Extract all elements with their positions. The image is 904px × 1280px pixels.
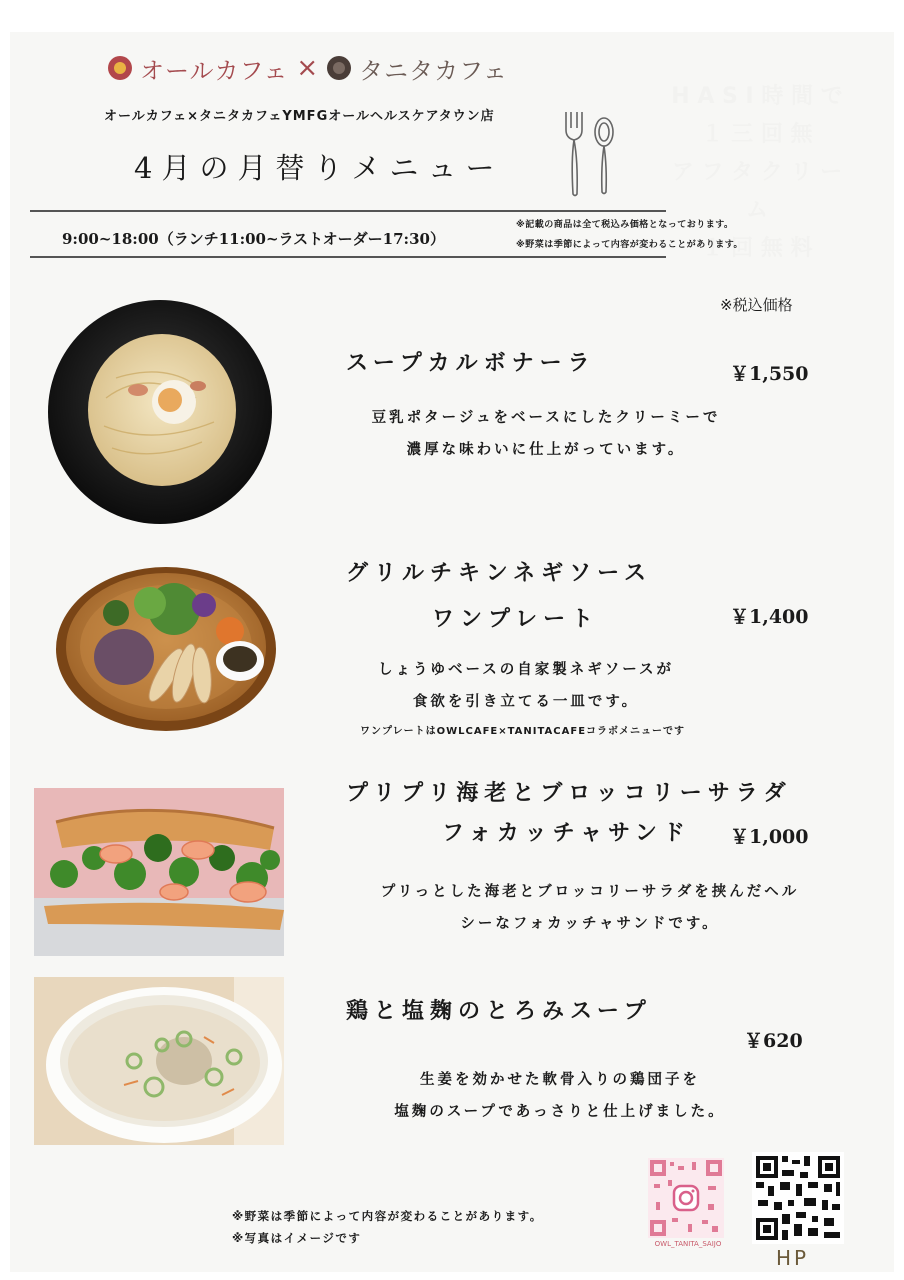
- brand-logo: [108, 53, 508, 85]
- carbonara-photo: [46, 298, 274, 526]
- focaccia-sandwich-photo: [34, 788, 284, 956]
- instagram-caption: OWL_TANITA_SAIJO: [654, 1240, 722, 1248]
- item-2-description: しょうゆベースの自家製ネギソースが 食欲を引き立てる一皿です。: [377, 662, 675, 710]
- brand-left: オールカフェ: [140, 56, 289, 85]
- fork-spoon-icon: [560, 108, 620, 200]
- chicken-plate-photo: [54, 565, 278, 737]
- homepage-qr-code[interactable]: [752, 1152, 844, 1244]
- menu-title: 4月の月替りメニュー: [134, 151, 504, 185]
- item-3-title-line-1: プリプリ海老とブロッコリーサラダ: [346, 781, 792, 806]
- brand-right: タニタカフェ: [359, 56, 508, 85]
- opening-hours: 9:00~18:00（ランチ11:00~ラストオーダー17:30）: [62, 230, 445, 248]
- header-rule-bottom: [30, 256, 666, 258]
- brand-x: ×: [296, 53, 320, 83]
- tax-label: ※税込価格: [720, 296, 793, 314]
- instagram-qr-code[interactable]: [648, 1158, 724, 1238]
- item-2-title-line-1: グリルチキンネギソース: [346, 561, 653, 586]
- item-2-price: ￥1,400: [730, 606, 809, 628]
- item-1-description: 豆乳ポタージュをベースにしたクリーミーで 濃厚な味わいに仕上がっています。: [371, 410, 721, 458]
- item-4-title: 鶏と塩麹のとろみスープ: [346, 999, 652, 1024]
- header-rule-top: [30, 210, 666, 212]
- faded-background-text: H A S I 時 間 で １ 三 回 無 ア フ タ ク リ ー ム １ 回 無 料: [671, 84, 843, 261]
- item-1-title: スープカルボナーラ: [346, 351, 596, 376]
- header-notes: ※記載の商品は全て税込み価格となっております。 ※野菜は季節によって内容が変わることがあります。: [516, 220, 744, 250]
- item-4-description: 生姜を効かせた軟骨入りの鶏団子を 塩麹のスープであっさりと仕上げました。: [394, 1072, 726, 1120]
- item-3-title-line-2: フォカッチャサンド: [442, 821, 691, 846]
- item-1-price: ￥1,550: [730, 363, 809, 385]
- store-name: オールカフェ×タニタカフェYMFGオールヘルスケアタウン店: [104, 109, 495, 124]
- tanita-cafe-logo-icon: [327, 56, 351, 80]
- chicken-soup-photo: [34, 977, 284, 1145]
- footer-note-1: ※野菜は季節によって内容が変わることがあります。: [232, 1209, 543, 1223]
- owl-cafe-logo-icon: [108, 56, 132, 80]
- hp-label: HP: [776, 1246, 810, 1270]
- item-2-collab-note: ワンプレートはOWLCAFE×TANITACAFEコラボメニューです: [360, 726, 686, 737]
- item-3-description: プリっとした海老とブロッコリーサラダを挟んだヘル シーなフォカッチャサンドです。: [380, 884, 800, 932]
- footer-note-2: ※写真はイメージです: [232, 1231, 362, 1245]
- item-2-title-line-2: ワンプレート: [432, 607, 600, 632]
- item-4-price: ￥620: [744, 1030, 803, 1052]
- item-3-price: ￥1,000: [730, 826, 809, 848]
- instagram-icon: [674, 1186, 698, 1210]
